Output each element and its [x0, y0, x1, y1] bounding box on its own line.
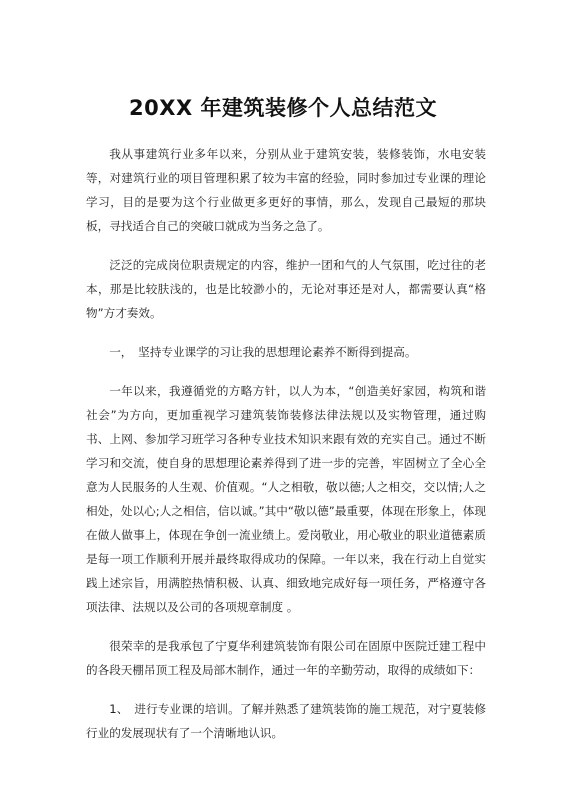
section-heading-1: 一， 坚持专业课学的习让我的思想理论素养不断得到提高。 [109, 345, 417, 359]
paragraph-approach: 泛泛的完成岗位职责规定的内容，维护一团和气的人气氛围，吃过往的老本，那是比较肤浅的，也是比较渺小的，无论对事还是对人，都需要认真“格物”方才奏效。 [86, 258, 486, 320]
paragraph-contract: 很荣幸的是我承包了宁夏华利建筑装饰有限公司在固原中医院迁建工程中的各段天棚吊顶工程及局部木制作，通过一年的辛勤劳动，取得的成绩如下： [86, 639, 486, 677]
document-body [86, 142, 486, 760]
document-title: 20XX 年建筑装修个人总结范文 [129, 96, 437, 120]
paragraph-intro: 我从事建筑行业多年以来，分别从业于建筑安装，装修装饰，水电安装等，对建筑行业的项目管理积累了较为丰富的经验，同时参加过专业课的理论学习，目的是要为这个行业做更多更好的事情，那么，发现自己最短的那块板，寻找适合自己的突破口就成为当务之急了。 [86, 147, 486, 233]
list-item-1: 1、 进行专业课的培训。了解并熟悉了建筑装饰的施工规范，对宁夏装修行业的发展现状有了一个清晰地认识。 [86, 702, 486, 740]
paragraph-study: 一年以来，我遵循党的方略方针，以人为本，“创造美好家园，构筑和谐社会”为方向，更加重视学习建筑装饰装修法律法规以及实物管理，通过购书、上网、参加学习班学习各种专业技术知识来跟有效的充实自己。通过不断学习和交流，使自身的思想理论素养得到了进一步的完善，牢固树立了全心全意为人民服务的人生观、价值观。“人之相敬，敬以德;人之相交，交以情;人之相处，处以心;人之相信，信以诚。”其中“敬以德”最重要，体现在形象上，体现在做人做事上，体现在争创一流业绩上。爱岗敬业，用心敬业的职业道德素质是每一项工作顺利开展并最终取得成功的保障。一年以来，我在行动上自觉实践上述宗旨，用满腔热情积极、认真、细致地完成好每一项任务，严格遵守各项法律、法规以及公司的各项规章制度 。 [86, 384, 486, 614]
